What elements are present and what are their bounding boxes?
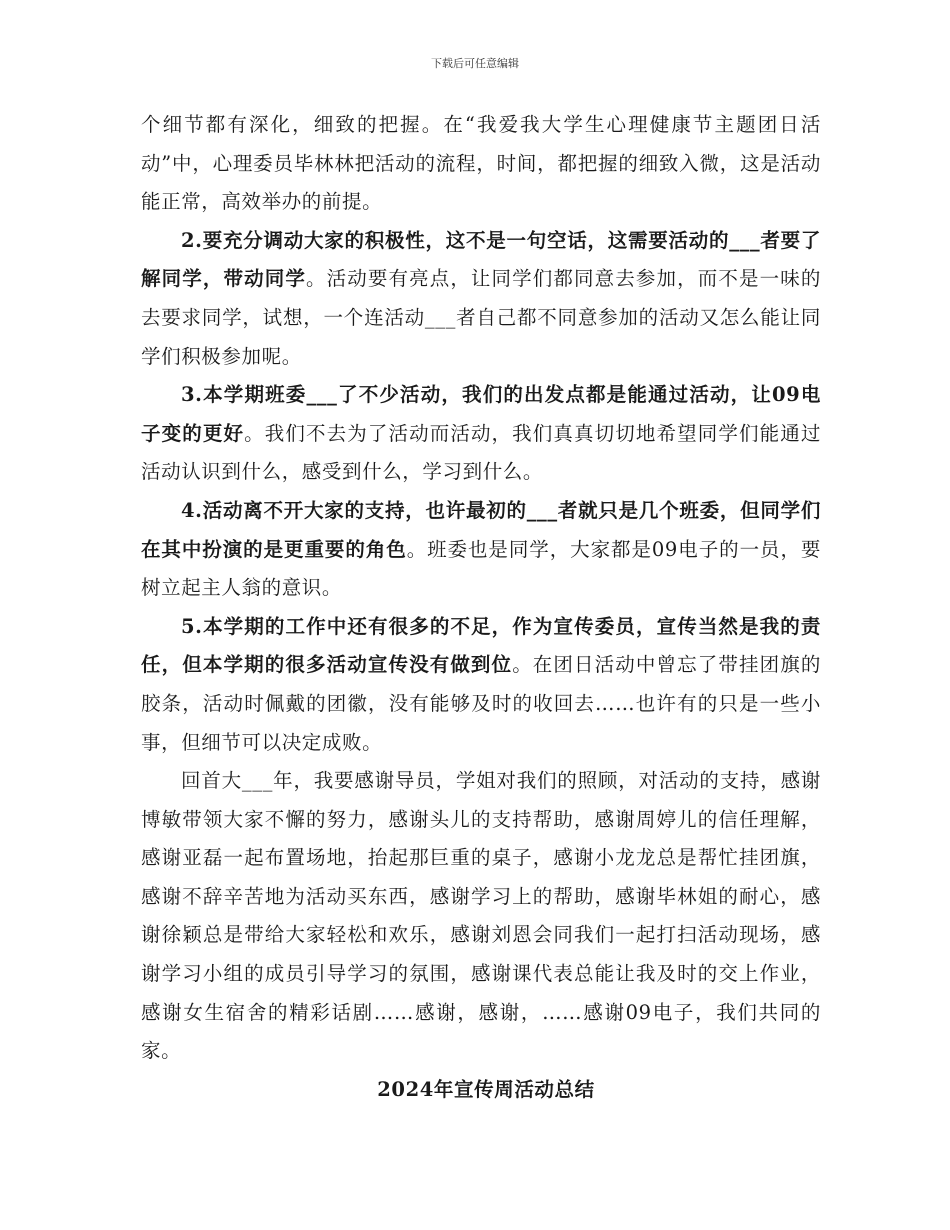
paragraph-bold-lead: 3.本学期班委___了不少活动，我们的出发点都是能通过活动，让09电子变的更好 bbox=[141, 383, 821, 445]
paragraph-text: 。活动要有亮点，让同学们都同意去参加，而不是一味的去要求同学，试想，一个连活动___者自己都不同意参加的活动又怎么能让同学们积极参加呢。 bbox=[141, 267, 821, 368]
paragraph-thanks bbox=[141, 762, 821, 1071]
paragraph-bold-lead: 2.要充分调动大家的积极性，这不是一句空话，这需要活动的___者要了解同学，带动同学 bbox=[141, 228, 821, 291]
paragraph-bold-lead: 5.本学期的工作中还有很多的不足，作为宣传委员，宣传当然是我的责任，但本学期的很多活动宣传没有做到位 bbox=[141, 614, 821, 677]
paragraph-text: 回首大___年，我要感谢导员，学姐对我们的照顾，对活动的支持，感谢博敏带领大家不懈的努力，感谢头儿的支持帮助，感谢周婷儿的信任理解，感谢亚磊一起布置场地，抬起那巨重的桌子，感谢小龙龙总是帮忙挂团旗，感谢不辞辛苦地为活动买东西，感谢学习上的帮助，感谢毕林姐的耐心，感谢徐颖总是带给大家轻松和欢乐，感谢刘恩会同我们一起打扫活动现场，感谢学习小组的成员引导学习的氛围，感谢课代表总能让我及时的交上作业，感谢女生宿舍的精彩话剧……感谢，感谢，……感谢09电子，我们共同的家。 bbox=[141, 769, 821, 1063]
paragraph-bold-lead: 4.活动离不开大家的支持，也许最初的___者就只是几个班委，但同学们在其中扮演的是更重要的角色 bbox=[141, 498, 821, 561]
page-header: 下载后可任意编辑 bbox=[431, 57, 519, 70]
paragraph-point-4 bbox=[141, 492, 821, 608]
paragraph-text: 。在团日活动中曾忘了带挂团旗的胶条，活动时佩戴的团徽，没有能够及时的收回去……也许有的只是一些小事，但细节可以决定成败。 bbox=[141, 653, 821, 754]
paragraph-text: 。我们不去为了活动而活动，我们真真切切地希望同学们能通过活动认识到什么，感受到什么，学习到什么。 bbox=[141, 421, 821, 484]
paragraph-text: 。班委也是同学，大家都是09电子的一员，要树立起主人翁的意识。 bbox=[141, 537, 821, 600]
paragraph-point-2 bbox=[141, 222, 821, 376]
paragraph-point-3 bbox=[141, 376, 821, 492]
paragraph-point-5 bbox=[141, 608, 821, 762]
paragraph-continuation bbox=[141, 106, 821, 222]
document-body bbox=[141, 106, 821, 1109]
section-title: 2024年宣传周活动总结 bbox=[377, 1077, 595, 1101]
paragraph-text: 个细节都有深化，细致的把握。在“我爱我大学生心理健康节主题团日活动”中，心理委员毕林林把活动的流程，时间，都把握的细致入微，这是活动能正常，高效举办的前提。 bbox=[141, 113, 821, 214]
